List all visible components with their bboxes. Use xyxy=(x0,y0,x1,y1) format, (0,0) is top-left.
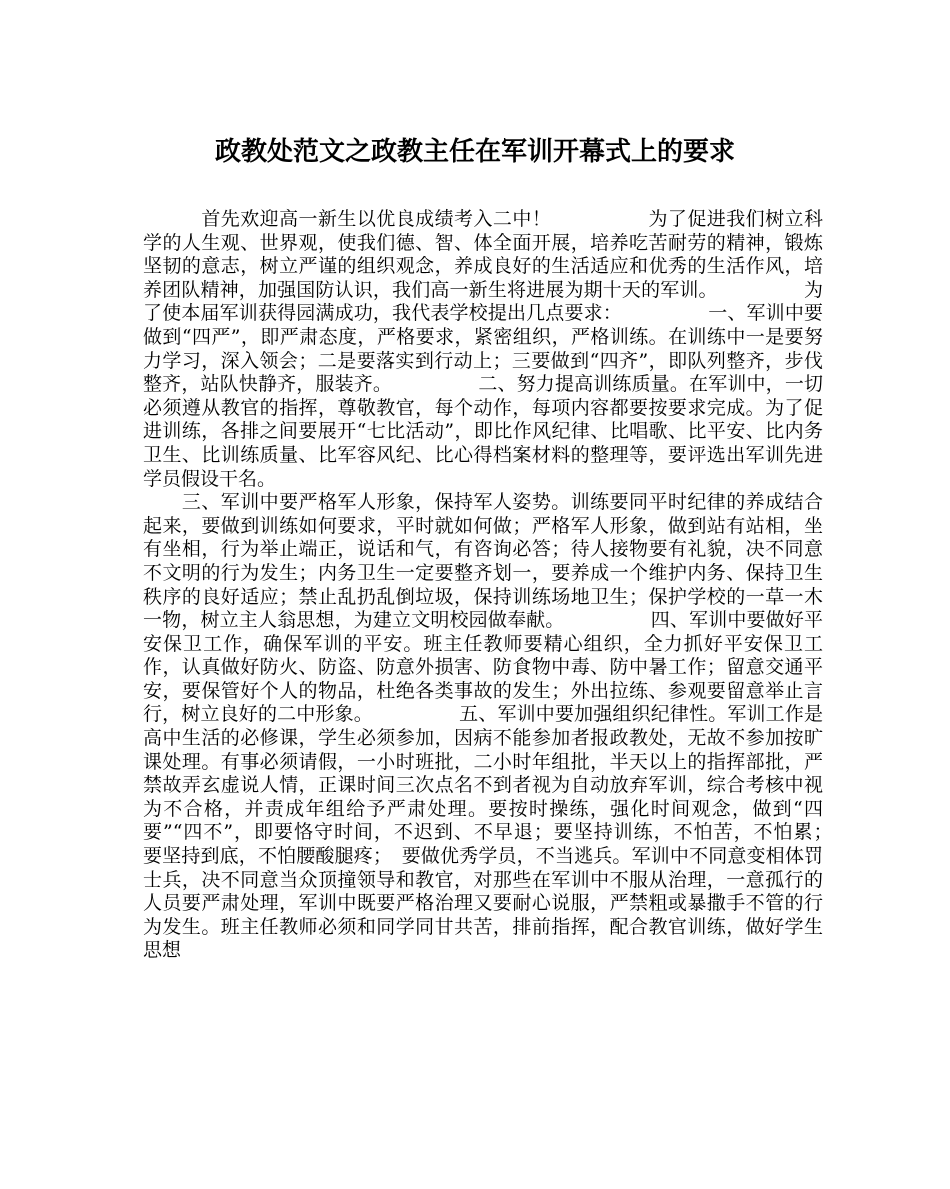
document-body xyxy=(143,208,843,963)
body-paragraph: 首先欢迎高一新生以优良成绩考入二中！ 为了促进我们树立科学的人生观、世界观，使我们德、智、体全面开展，培养吃苦耐劳的精神，锻炼坚韧的意志，树立严谨的组织观念，养成良好的生活适应和优秀的生活作风，培养团队精神，加强国防认识，我们高一新生将进展为期十天的军训。 为了使本届军训获得园满成功，我代表学校提出几点要求： 一、军训中要做到“四严”，即严肃态度，严格要求，紧密组织，严格训练。在训练中一是要努力学习，深入领会；二是要落实到行动上；三要做到“四齐”，即队列整齐，步伐整齐，站队快静齐，服装齐。 二、努力提高训练质量。在军训中，一切必须遵从教官的指挥，尊敬教官，每个动作，每项内容都要按要求完成。为了促进训练，各排之间要展开“七比活动”，即比作风纪律、比唱歌、比平安、比内务卫生、比训练质量、比军容风纪、比心得档案材料的整理等，要评选出军训先进学员假设干名。 xyxy=(143,208,823,490)
body-paragraph: 三、军训中要严格军人形象，保持军人姿势。训练要同平时纪律的养成结合起来，要做到训练如何要求，平时就如何做；严格军人形象，做到站有站相，坐有坐相，行为举止端正，说话和气，有咨询必答；待人接物要有礼貌，决不同意不文明的行为发生；内务卫生一定要整齐划一，要养成一个维护内务、保持卫生秩序的良好适应；禁止乱扔乱倒垃圾，保持训练场地卫生；保护学校的一草一木一物，树立主人翁思想，为建立文明校园做奉献。 四、军训中要做好平安保卫工作，确保军训的平安。班主任教师要精心组织，全力抓好平安保卫工作，认真做好防火、防盗、防意外损害、防食物中毒、防中暑工作；留意交通平安，要保管好个人的物品，杜绝各类事故的发生；外出拉练、参观要留意举止言行，树立良好的二中形象。 五、军训中要加强组织纪律性。军训工作是高中生活的必修课，学生必须参加，因病不能参加者报政教处，无故不参加按旷课处理。有事必须请假，一小时班批，二小时年组批，半天以上的指挥部批，严禁故弄玄虚说人情，正课时间三次点名不到者视为自动放弃军训，综合考核中视为不合格，并责成年组给予严肃处理。要按时操练，强化时间观念，做到“四要”“四不”，即要恪守时间，不迟到、不早退；要坚持训练，不怕苦，不怕累； 要坚持到底，不怕腰酸腿疼； 要做优秀学员，不当逃兵。军训中不同意变相体罚士兵，决不同意当众顶撞领导和教官，对那些在军训中不服从治理，一意孤行的人员要严肃处理，军训中既要严格治理又要耐心说服，严禁粗或暴撒手不管的行为发生。班主任教师必须和同学同甘共苦，排前指挥，配合教官训练，做好学生思想 xyxy=(143,491,843,962)
document-title: 政教处范文之政教主任在军训开幕式上的要求 xyxy=(214,137,735,167)
